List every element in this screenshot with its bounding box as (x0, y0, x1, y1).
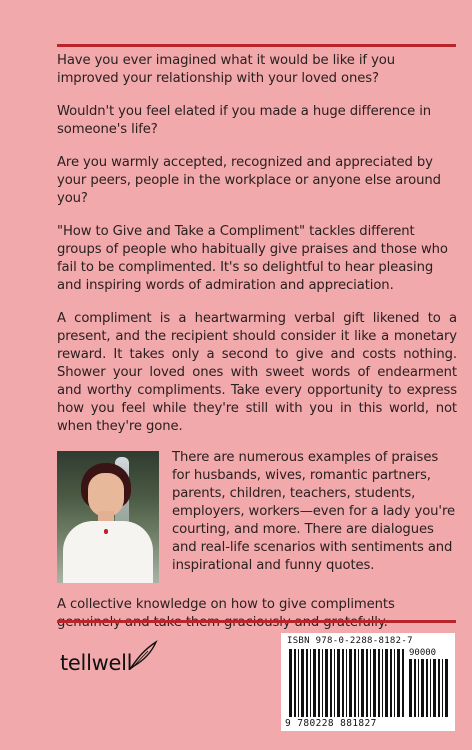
book-summary: There are numerous examples of praises for husbands, wives, romantic partners, parents, children, teachers, students, employers, workers—even for a lady you're courting, and more. There are dialogues and real-life scenarios with sentiments and inspirational and funny quotes. (172, 450, 455, 573)
price-code: 90000 (409, 648, 437, 658)
author-section (57, 449, 457, 583)
barcode-bar (294, 649, 296, 717)
barcode-bar (325, 649, 328, 717)
publisher-logo (56, 645, 166, 689)
barcode-bar (430, 659, 431, 717)
paragraph-3: Are you warmly accepted, recognized and appreciated by your peers, people in the workplace or anyone else around you? (57, 155, 441, 206)
barcode-bar (397, 649, 400, 717)
isbn-number: ISBN 978-0-2288-8182-7 (287, 636, 413, 646)
bottom-divider (57, 620, 456, 623)
barcode-bar (421, 659, 424, 717)
barcode-bar (414, 659, 416, 717)
author-photo (57, 451, 159, 583)
ean-number: 9 780228 881827 (285, 718, 377, 729)
barcode-bar (349, 649, 352, 717)
barcode-bar (370, 649, 371, 717)
barcode-bar (442, 659, 443, 717)
barcode-bar (298, 649, 299, 717)
barcode-bar (418, 659, 419, 717)
ean-barcode (289, 649, 405, 717)
barcode-bar (334, 649, 335, 717)
barcode-bar (301, 649, 304, 717)
barcode-bar (378, 649, 380, 717)
barcode-bar (330, 649, 332, 717)
barcode-bar (354, 649, 356, 717)
barcode-bar (358, 649, 359, 717)
barcode-bar (438, 659, 440, 717)
barcode-bar (390, 649, 392, 717)
barcode-bar (310, 649, 311, 717)
barcode-bar (361, 649, 364, 717)
barcode-bar (426, 659, 428, 717)
barcode-bar (394, 649, 395, 717)
barcode-bar (402, 649, 404, 717)
barcode-bar (337, 649, 340, 717)
barcode-bar (445, 659, 448, 717)
barcode-bar (409, 659, 412, 717)
barcode-bar (342, 649, 344, 717)
publisher-name: tellwell (60, 651, 133, 675)
paragraph-4: "How to Give and Take a Compliment" tackles different groups of people who habitually give praises and those who fail to be complimented. It's so delightful to hear pleasing and inspiring words of admiration and appreciation. (57, 224, 448, 293)
quill-icon (126, 639, 160, 673)
barcode-bar (382, 649, 383, 717)
barcode-bar (366, 649, 368, 717)
barcode-bar (313, 649, 316, 717)
top-divider (57, 44, 456, 47)
barcode-bar (346, 649, 347, 717)
barcode-bar (373, 649, 376, 717)
barcode-bar (385, 649, 388, 717)
barcode-bar (289, 649, 292, 717)
addon-barcode (409, 659, 449, 717)
barcode-bar (306, 649, 308, 717)
paragraph-5: A compliment is a heartwarming verbal gift likened to a present, and the recipient should consider it like a monetary reward. It takes only a second to give and costs nothing. Shower your loved ones with sweet words of endearment and worthy compliments. Take every opportunity to express how you feel while they're still with you in this world, not when they're gone. (57, 311, 457, 434)
barcode-bar (433, 659, 436, 717)
barcode-bar (318, 649, 320, 717)
closing-paragraph: A collective knowledge on how to give compliments (57, 597, 395, 612)
paragraph-2: Wouldn't you feel elated if you made a huge difference in someone's life? (57, 104, 432, 137)
barcode (281, 633, 455, 731)
paragraph-1: Have you ever imagined what it would be like if you improved your relationship with your loved ones? (57, 53, 395, 86)
barcode-bar (322, 649, 323, 717)
back-cover-text (57, 52, 457, 647)
